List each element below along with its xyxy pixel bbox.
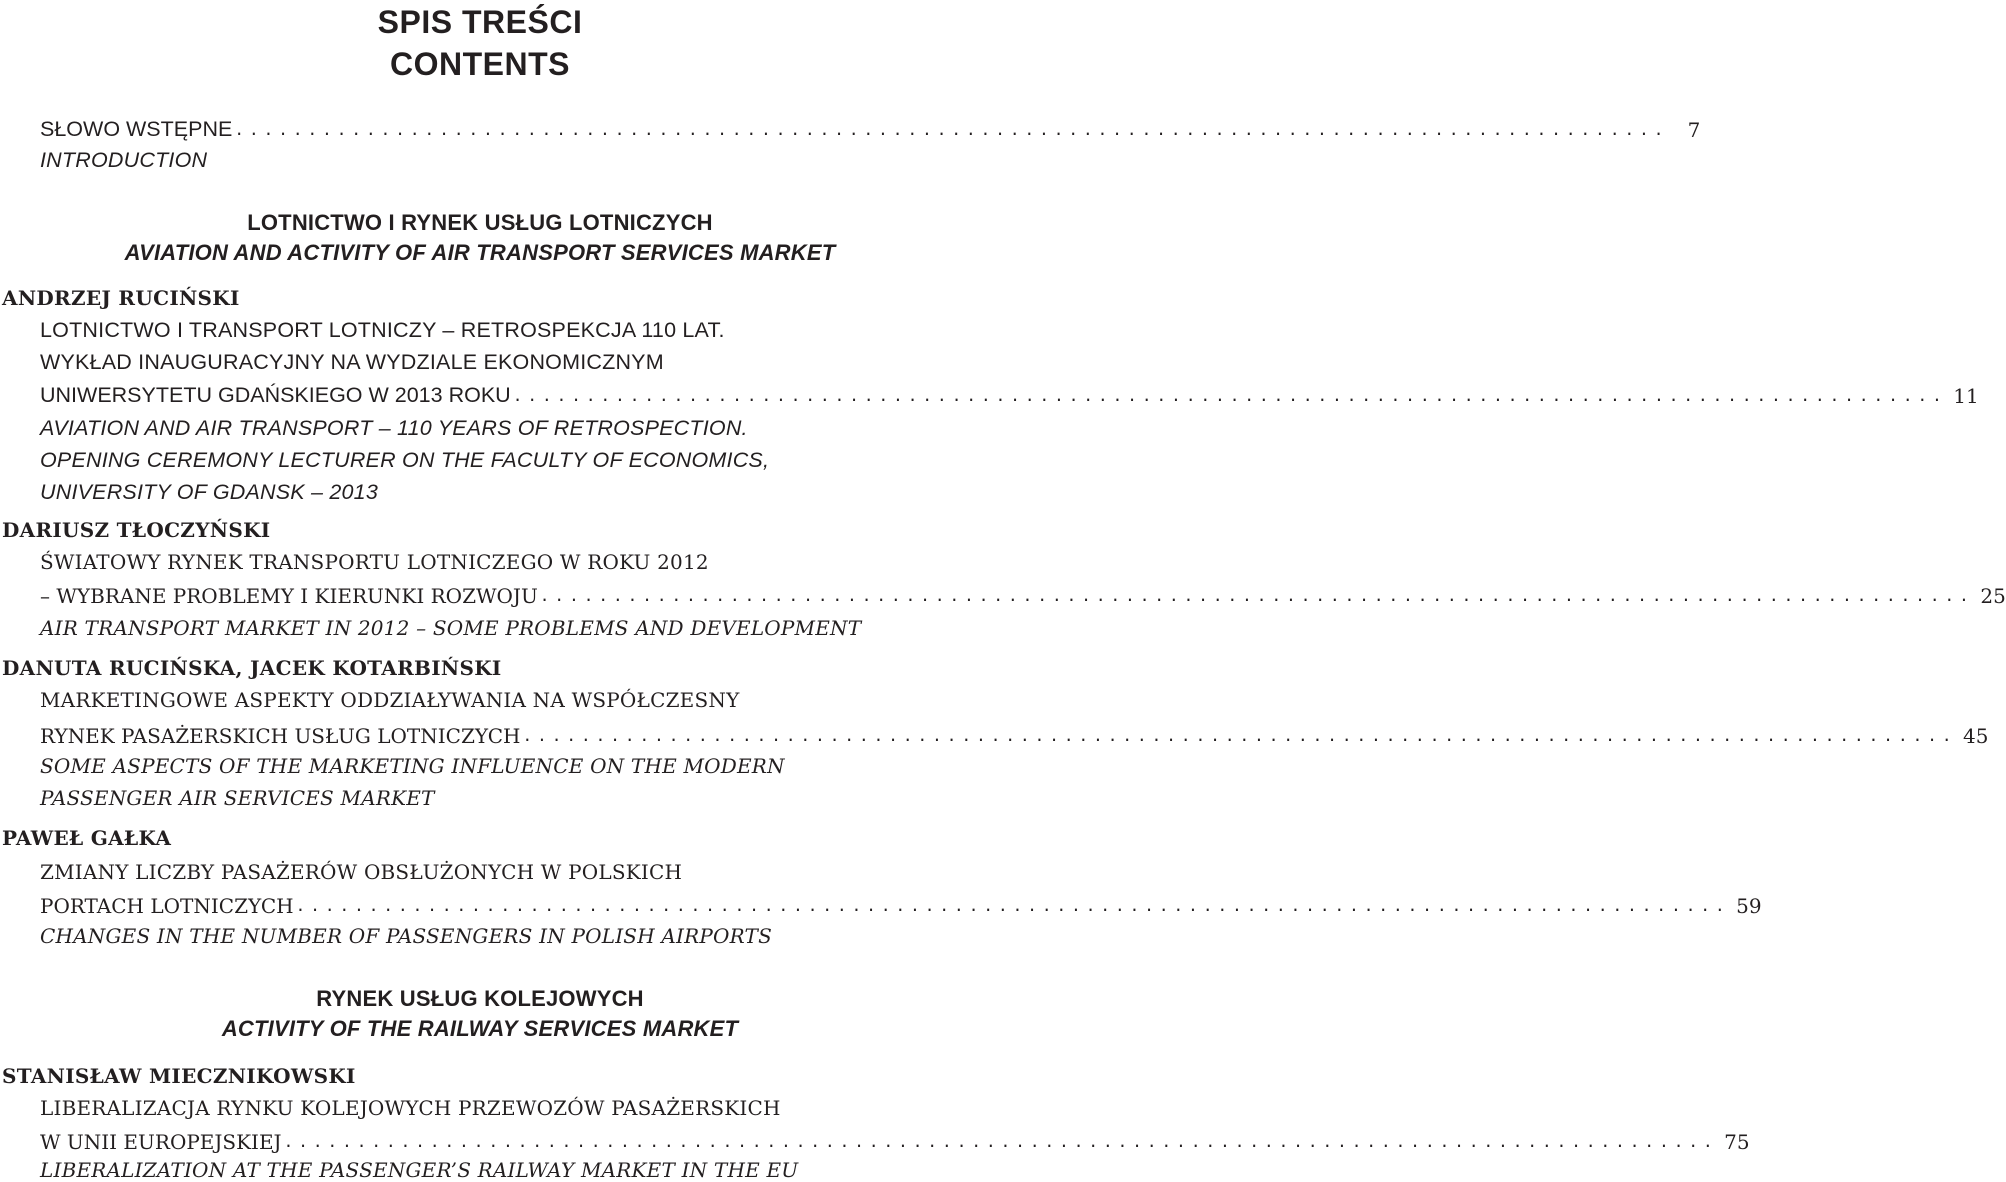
- entry-title-en-line: PASSENGER AIR SERVICES MARKET: [40, 786, 435, 810]
- entry-title-en-line: AIR TRANSPORT MARKET IN 2012 – SOME PROBLEMS AND DEVELOPMENT: [40, 616, 862, 640]
- section-heading-en: ACTIVITY OF THE RAILWAY SERVICES MARKET: [221, 1016, 739, 1041]
- dot-leader: ..................................................................................................: [283, 1132, 1718, 1151]
- dot-leader: ..................................................................................................: [234, 120, 1669, 139]
- toc-title-pl: SPIS TREŚCI: [377, 4, 583, 40]
- section-heading-pl: LOTNICTWO I RYNEK USŁUG LOTNICZYCH: [247, 210, 713, 235]
- entry-title-en-line: SOME ASPECTS OF THE MARKETING INFLUENCE ON THE MODERN: [40, 754, 785, 778]
- toc-title-en: CONTENTS: [390, 46, 570, 82]
- toc-entry-introduction[interactable]: [40, 114, 1701, 142]
- toc-entry-rucińska-kotarbiński[interactable]: [40, 720, 1989, 748]
- entry-title: UNIWERSYTETU GDAŃSKIEGO W 2013 ROKU: [40, 382, 511, 407]
- entry-title-en-line: LIBERALIZATION AT THE PASSENGER’S RAILWAY MARKET IN THE EU: [40, 1158, 799, 1182]
- author-name: STANISŁAW MIECZNIKOWSKI: [2, 1064, 356, 1088]
- author-name: PAWEŁ GAŁKA: [2, 826, 172, 850]
- page-number: 7: [1687, 118, 1701, 142]
- author-name: DANUTA RUCIŃSKA, JACEK KOTARBIŃSKI: [2, 656, 502, 680]
- entry-title: SŁOWO WSTĘPNE: [40, 116, 233, 141]
- page-number: 75: [1724, 1130, 1750, 1154]
- entry-title-en-line: AVIATION AND AIR TRANSPORT – 110 YEARS OF RETROSPECTION.: [40, 416, 748, 440]
- entry-title-line: MARKETINGOWE ASPEKTY ODDZIAŁYWANIA NA WSPÓŁCZESNY: [40, 688, 740, 712]
- dot-leader: ..................................................................................................: [539, 586, 1974, 605]
- page-number: 45: [1963, 724, 1989, 748]
- entry-title-line: LIBERALIZACJA RYNKU KOLEJOWYCH PRZEWOZÓW PASAŻERSKICH: [40, 1096, 781, 1120]
- entry-title-en: INTRODUCTION: [40, 148, 208, 172]
- toc-entry-tłoczyński[interactable]: [40, 580, 2006, 608]
- toc-entry-ruciński[interactable]: [40, 380, 1979, 408]
- page-number: 25: [1980, 584, 2006, 608]
- entry-title-line: LOTNICTWO I TRANSPORT LOTNICZY – RETROSPEKCJA 110 LAT.: [40, 318, 725, 342]
- entry-title-line: ŚWIATOWY RYNEK TRANSPORTU LOTNICZEGO W ROKU 2012: [40, 550, 709, 574]
- entry-title: RYNEK PASAŻERSKICH USŁUG LOTNICZYCH: [40, 724, 521, 748]
- section-heading-en: AVIATION AND ACTIVITY OF AIR TRANSPORT SERVICES MARKET: [124, 240, 836, 265]
- section-heading-pl: RYNEK USŁUG KOLEJOWYCH: [316, 986, 644, 1011]
- dot-leader: ..................................................................................................: [512, 386, 1947, 405]
- entry-title-en-line: OPENING CEREMONY LECTURER ON THE FACULTY OF ECONOMICS,: [40, 448, 770, 472]
- dot-leader: ..................................................................................................: [522, 726, 1957, 745]
- entry-title-line: ZMIANY LICZBY PASAŻERÓW OBSŁUŻONYCH W POLSKICH: [40, 860, 683, 884]
- author-name: DARIUSZ TŁOCZYŃSKI: [2, 518, 271, 542]
- dot-leader: ..................................................................................................: [295, 896, 1730, 915]
- entry-title-en-line: UNIVERSITY OF GDANSK – 2013: [40, 480, 378, 504]
- entry-title: – WYBRANE PROBLEMY I KIERUNKI ROZWOJU: [40, 584, 538, 608]
- toc-entry-gałka[interactable]: [40, 890, 1762, 918]
- toc-entry-miecznikowski[interactable]: [40, 1126, 1750, 1154]
- entry-title: PORTACH LOTNICZYCH: [40, 894, 294, 918]
- entry-title-line: WYKŁAD INAUGURACYJNY NA WYDZIALE EKONOMICZNYM: [40, 350, 664, 374]
- entry-title-en-line: CHANGES IN THE NUMBER OF PASSENGERS IN POLISH AIRPORTS: [40, 924, 773, 948]
- author-name: ANDRZEJ RUCIŃSKI: [2, 286, 240, 310]
- page-number: 11: [1953, 384, 1979, 408]
- entry-title: W UNII EUROPEJSKIEJ: [40, 1130, 282, 1154]
- page-number: 59: [1736, 894, 1762, 918]
